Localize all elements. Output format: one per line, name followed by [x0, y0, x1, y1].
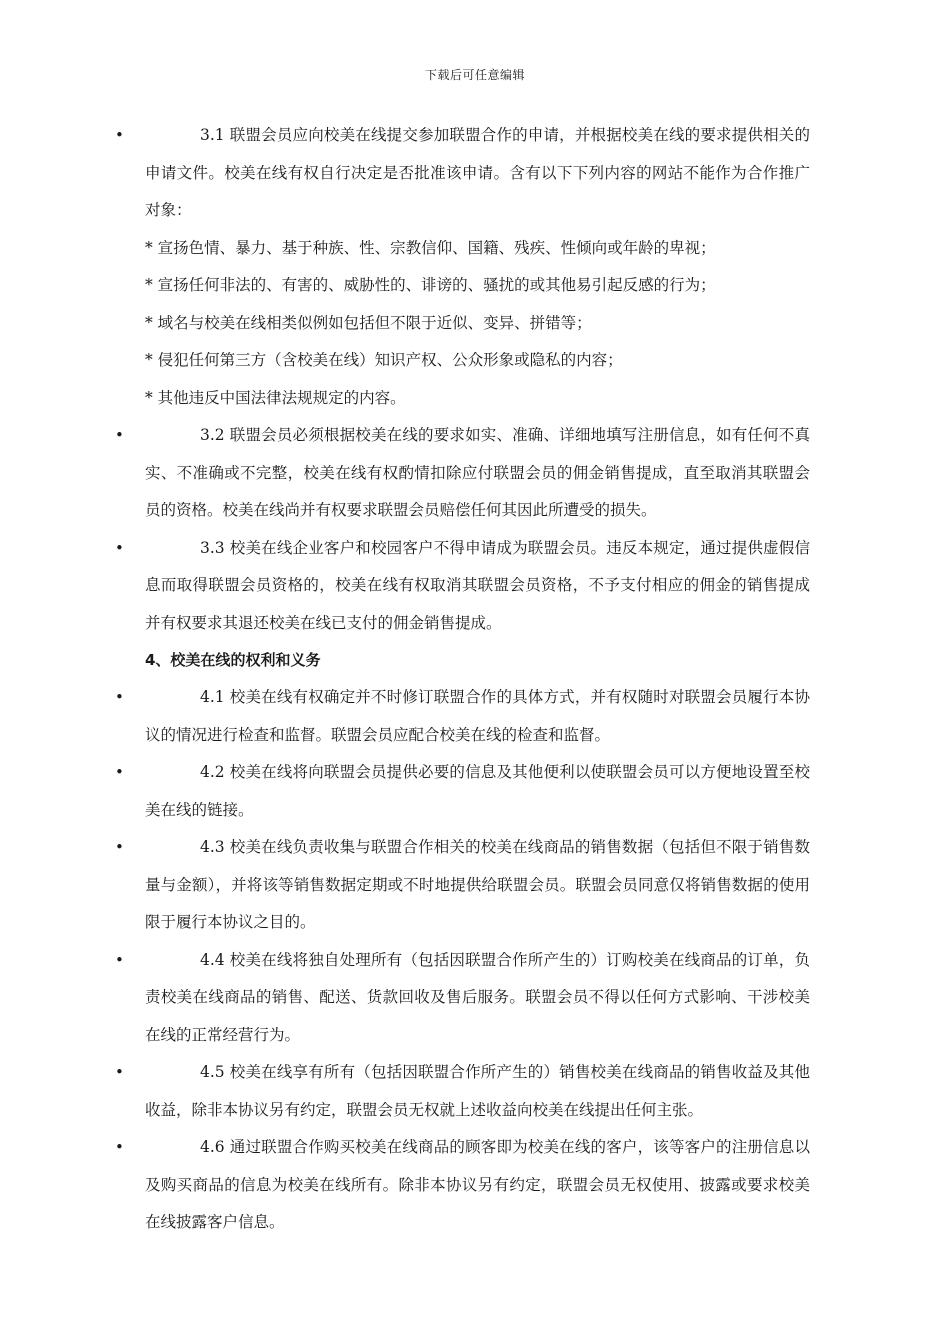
list-item: * 宣扬任何非法的、有害的、威胁性的、诽谤的、骚扰的或其他易引起反感的行为；	[145, 276, 716, 294]
list-item: * 侵犯任何第三方（含校美在线）知识产权、公众形象或隐私的内容；	[145, 351, 623, 369]
section-heading: 4、校美在线的权利和义务	[145, 651, 321, 669]
paragraph-text: 4.3 校美在线负责收集与联盟合作相关的校美在线商品的销售数据（包括但不限于销售数量与金额），并将该等销售数据定期或不时地提供给联盟会员。联盟会员同意仅将销售数据的使用限于履行本协议之目的。	[145, 838, 810, 931]
list-item: * 域名与校美在线相类似例如包括但不限于近似、变异、拼错等；	[145, 313, 592, 332]
bullet: •	[115, 1063, 124, 1081]
paragraph-text: 3.1 联盟会员应向校美在线提交参加联盟合作的申请，并根据校美在线的要求提供相关的申请文件。校美在线有权自行决定是否批准该申请。含有以下下列内容的网站不能作为合作推广对象：	[145, 126, 810, 219]
paragraph-text: 4.2 校美在线将向联盟会员提供必要的信息及其他便利以使联盟会员可以方便地设置至校美在线的链接。	[145, 763, 810, 819]
bullet: •	[115, 1138, 124, 1156]
document-body	[115, 117, 810, 1242]
list-item: * 宣扬色情、暴力、基于种族、性、宗教信仰、国籍、残疾、性倾向或年龄的卑视；	[145, 238, 716, 257]
paragraph-4-6	[115, 1129, 810, 1242]
paragraph-4-1	[115, 679, 810, 754]
paragraph-4-4	[115, 942, 810, 1055]
paragraph-text: 4.6 通过联盟合作购买校美在线商品的顾客即为校美在线的客户，该等客户的注册信息以及购买商品的信息为校美在线所有。除非本协议另有约定，联盟会员无权使用、披露或要求校美在线披露客户信息。	[145, 1138, 810, 1231]
paragraph-4-5	[115, 1054, 810, 1129]
paragraph-text: 3.3 校美在线企业客户和校园客户不得申请成为联盟会员。违反本规定，通过提供虚假信息而取得联盟会员资格的，校美在线有权取消其联盟会员资格，不予支付相应的佣金的销售提成并有权要求其退还校美在线已支付的佣金销售提成。	[145, 538, 810, 632]
paragraph-4-2	[115, 754, 810, 829]
bullet: •	[115, 763, 124, 781]
page-header: 下载后可任意编辑	[424, 68, 525, 82]
bullet: •	[115, 426, 124, 444]
paragraph-text: 3.2 联盟会员必须根据校美在线的要求如实、准确、详细地填写注册信息，如有任何不真实、不准确或不完整，校美在线有权酌情扣除应付联盟会员的佣金销售提成，直至取消其联盟会员的资格。校美在线尚并有权要求联盟会员赔偿任何其因此所遭受的损失。	[145, 426, 810, 519]
bullet: •	[115, 950, 124, 969]
paragraph-text: 4.1 校美在线有权确定并不时修订联盟合作的具体方式，并有权随时对联盟会员履行本协议的情况进行检查和监督。联盟会员应配合校美在线的检查和监督。	[145, 688, 810, 744]
paragraph-3-2	[115, 417, 810, 530]
bullet: •	[115, 688, 124, 706]
bullet: •	[115, 538, 124, 557]
bullet: •	[115, 126, 124, 144]
bullet: •	[115, 838, 124, 856]
paragraph-3-1	[115, 117, 810, 230]
list-item: * 其他违反中国法律法规规定的内容。	[145, 388, 406, 407]
paragraph-4-3	[115, 829, 810, 942]
paragraph-text: 4.5 校美在线享有所有（包括因联盟合作所产生的）销售校美在线商品的销售收益及其他收益，除非本协议另有约定，联盟会员无权就上述收益向校美在线提出任何主张。	[145, 1063, 810, 1119]
paragraph-3-3	[115, 530, 810, 643]
paragraph-text: 4.4 校美在线将独自处理所有（包括因联盟合作所产生的）订购校美在线商品的订单，负责校美在线商品的销售、配送、货款回收及售后服务。联盟会员不得以任何方式影响、干涉校美在线的正常经营行为。	[145, 950, 810, 1044]
